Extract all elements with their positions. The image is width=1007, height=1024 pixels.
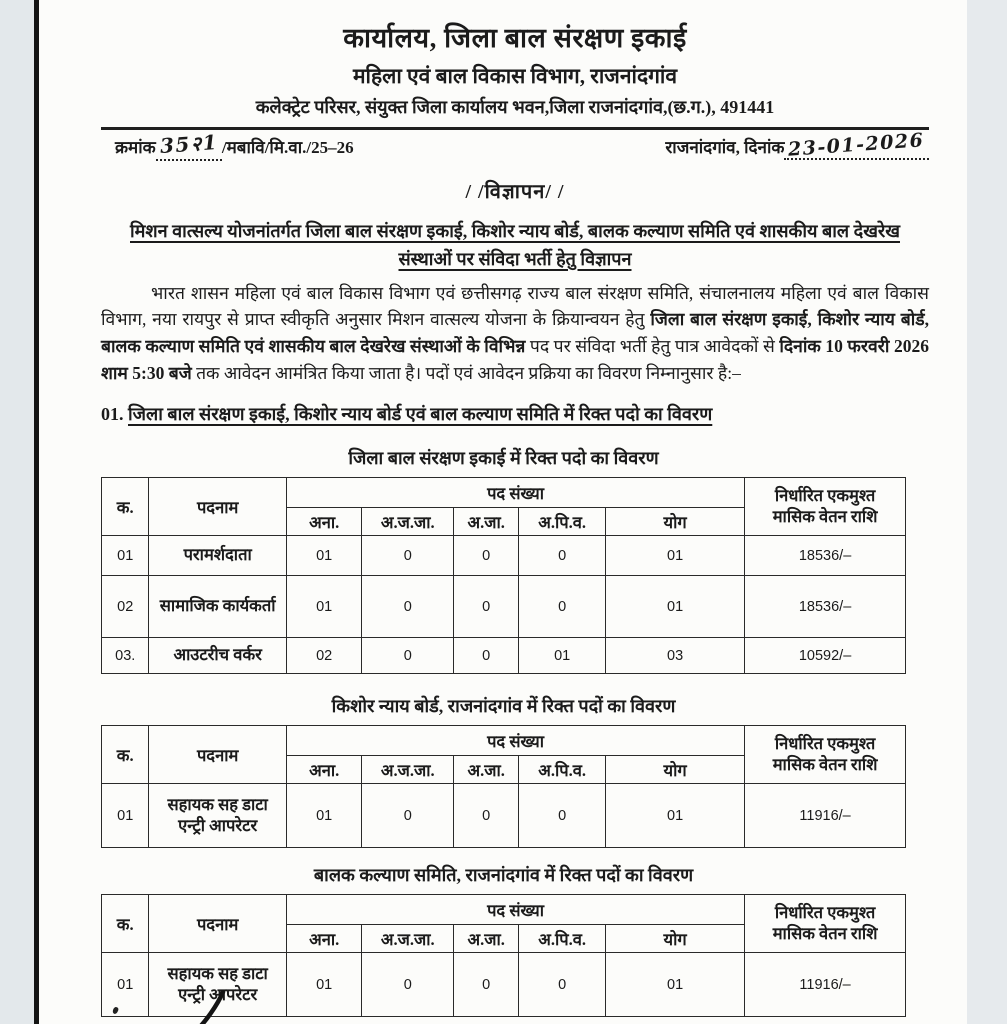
cell-salary: 11916/– — [745, 784, 906, 848]
cell-ur: 02 — [286, 638, 362, 674]
cell-st: 0 — [362, 576, 454, 638]
cell-salary: 11916/– — [745, 953, 906, 1017]
cell-sn: 01 — [102, 953, 149, 1017]
table-row — [102, 536, 906, 576]
col-header-total: योग — [606, 756, 745, 784]
section1-heading — [101, 402, 929, 426]
col-header-obc: अ.पि.व. — [519, 925, 606, 953]
section1-title: जिला बाल संरक्षण इकाई, किशोर न्याय बोर्ड एवं बाल कल्याण समिति में रिक्त पदो का विवरण — [128, 404, 713, 425]
col-header-sc: अ.जा. — [454, 925, 519, 953]
cell-sc: 0 — [454, 536, 519, 576]
cell-total: 01 — [606, 784, 745, 848]
col-header-total: योग — [606, 925, 745, 953]
cell-post: सामाजिक कार्यकर्ता — [149, 576, 286, 638]
cell-salary: 18536/– — [745, 576, 906, 638]
salary-header-line2: मासिक वेतन राशि — [772, 923, 878, 943]
cell-total: 03 — [606, 638, 745, 674]
office-address: कलेक्ट्रेट परिसर, संयुक्त जिला कार्यालय भवन,जिला राजनांदगांव,(छ.ग.), 491441 — [255, 97, 775, 117]
reference-number-handwritten: 35२1 — [158, 130, 219, 159]
section1-number: 01. — [101, 404, 124, 425]
pen-stroke — [191, 990, 239, 1024]
col-header-salary — [745, 895, 906, 953]
cell-sc: 0 — [454, 576, 519, 638]
cell-sc: 0 — [454, 953, 519, 1017]
cell-obc: 01 — [519, 638, 606, 674]
salary-header-line2: मासिक वेतन राशि — [772, 754, 878, 774]
office-title: कार्यालय, जिला बाल संरक्षण इकाई — [343, 23, 687, 53]
col-header-sc: अ.जा. — [454, 756, 519, 784]
cell-ur: 01 — [286, 576, 362, 638]
vacancy-table-dcpu — [101, 477, 906, 674]
col-header-obc: अ.पि.व. — [519, 756, 606, 784]
reference-number-handwritten-wrap — [156, 132, 222, 161]
table-row — [102, 638, 906, 674]
salary-header-line1: निर्धारित एकमुश्त — [774, 734, 876, 754]
cell-st: 0 — [362, 953, 454, 1017]
cell-sn: 03. — [102, 638, 149, 674]
salary-header-line1: निर्धारित एकमुश्त — [774, 903, 876, 923]
col-header-post: पदनाम — [149, 726, 286, 784]
cell-st: 0 — [362, 784, 454, 848]
cell-total: 01 — [606, 576, 745, 638]
cell-obc: 0 — [519, 784, 606, 848]
date-handwritten: 23-01-2026 — [787, 129, 926, 161]
col-header-group: पद संख्या — [286, 726, 744, 756]
col-header-sc: अ.जा. — [454, 508, 519, 536]
document-page — [39, 0, 967, 1024]
cell-st: 0 — [362, 536, 454, 576]
salary-header-line1: निर्धारित एकमुश्त — [774, 486, 876, 506]
table-row — [102, 576, 906, 638]
notice-title: / /विज्ञापन/ / — [465, 181, 565, 203]
col-header-sn: क. — [102, 895, 149, 953]
col-header-post: पदनाम — [149, 895, 286, 953]
cell-obc: 0 — [519, 953, 606, 1017]
col-header-obc: अ.पि.व. — [519, 508, 606, 536]
cell-post: सहायक सह डाटा एन्ट्री आपरेटर — [149, 784, 286, 848]
cell-ur: 01 — [286, 953, 362, 1017]
table-row — [102, 784, 906, 848]
cell-sn: 01 — [102, 784, 149, 848]
cell-salary: 10592/– — [745, 638, 906, 674]
salary-header-line2: मासिक वेतन राशि — [772, 506, 878, 526]
cell-sc: 0 — [454, 638, 519, 674]
table1-caption: जिला बाल संरक्षण इकाई में रिक्त पदो का विवरण — [348, 448, 659, 469]
scan-edge-left — [0, 0, 34, 1024]
cell-ur: 01 — [286, 784, 362, 848]
col-header-ur: अना. — [286, 756, 362, 784]
paragraph-seg5: तक आवेदन आमंत्रित किया जाता है। पदों एवं आवेदन प्रक्रिया का विवरण निम्नानुसार है:– — [196, 362, 741, 383]
col-header-st: अ.ज.जा. — [362, 756, 454, 784]
col-header-group: पद संख्या — [286, 478, 744, 508]
cell-sc: 0 — [454, 784, 519, 848]
reference-suffix: /मबावि/मि.वा./25–26 — [221, 138, 354, 157]
cell-post: परामर्शदाता — [149, 536, 286, 576]
cell-obc: 0 — [519, 576, 606, 638]
cell-total: 01 — [606, 536, 745, 576]
reference-line — [101, 129, 929, 161]
table3-caption: बालक कल्याण समिति, राजनांदगांव में रिक्त पदों का विवरण — [313, 865, 694, 886]
date-handwritten-wrap — [784, 129, 929, 161]
cell-sn: 01 — [102, 536, 149, 576]
subject-heading: मिशन वात्सल्य योजनांतर्गत जिला बाल संरक्षण इकाई, किशोर न्याय बोर्ड, बालक कल्याण समिति एवं शासकीय बाल देखरेख संस्थाओं पर संविदा भर्ती हेतु विज्ञापन — [130, 221, 900, 269]
vacancy-table-jjb — [101, 725, 906, 848]
reference-number — [115, 132, 354, 161]
header-rule — [101, 127, 929, 130]
paragraph-seg2-bold: जिला बाल संरक्षण इकाई, किशोर न्याय बोर्ड, बालक कल्याण समिति एवं शासकीय बाल देखरेख संस्थाओं के विभिन्न — [101, 309, 929, 356]
col-header-salary — [745, 478, 906, 536]
col-header-sn: क. — [102, 726, 149, 784]
cell-obc: 0 — [519, 536, 606, 576]
col-header-st: अ.ज.जा. — [362, 508, 454, 536]
col-header-ur: अना. — [286, 508, 362, 536]
cell-sn: 02 — [102, 576, 149, 638]
cell-st: 0 — [362, 638, 454, 674]
letterhead — [101, 18, 929, 119]
place-date — [665, 129, 929, 161]
cell-post: आउटरीच वर्कर — [149, 638, 286, 674]
cell-total: 01 — [606, 953, 745, 1017]
paragraph-seg4-bold: दिनांक 10 फरवरी 2026 शाम 5:30 बजे — [101, 335, 929, 383]
cell-ur: 01 — [286, 536, 362, 576]
col-header-sn: क. — [102, 478, 149, 536]
department-title: महिला एवं बाल विकास विभाग, राजनांदगांव — [352, 64, 678, 88]
reference-label: क्रमांक — [115, 138, 156, 157]
cell-salary: 18536/– — [745, 536, 906, 576]
paragraph-seg1: भारत शासन महिला एवं बाल विकास विभाग एवं छत्तीसगढ़ राज्य बाल संरक्षण समिति, संचालनालय महिला एवं बाल विकास विभाग, नया रायपुर से प्राप्त स्वीकृति अनुसार मिशन वात्सल्य योजना के क्रियान्वयन हेतु — [101, 282, 929, 330]
table2-caption: किशोर न्याय बोर्ड, राजनांदगांव में रिक्त पदों का विवरण — [331, 696, 676, 717]
col-header-ur: अना. — [286, 925, 362, 953]
col-header-st: अ.ज.जा. — [362, 925, 454, 953]
place-date-label: राजनांदगांव, दिनांक — [665, 138, 785, 157]
body-paragraph — [101, 280, 929, 386]
col-header-total: योग — [606, 508, 745, 536]
cell-post: सहायक सह डाटा एन्ट्री आपरेटर — [149, 953, 286, 1017]
col-header-post: पदनाम — [149, 478, 286, 536]
col-header-salary — [745, 726, 906, 784]
col-header-group: पद संख्या — [286, 895, 744, 925]
paragraph-seg3: पद पर संविदा भर्ती हेतु पात्र आवेदकों से — [529, 335, 780, 356]
